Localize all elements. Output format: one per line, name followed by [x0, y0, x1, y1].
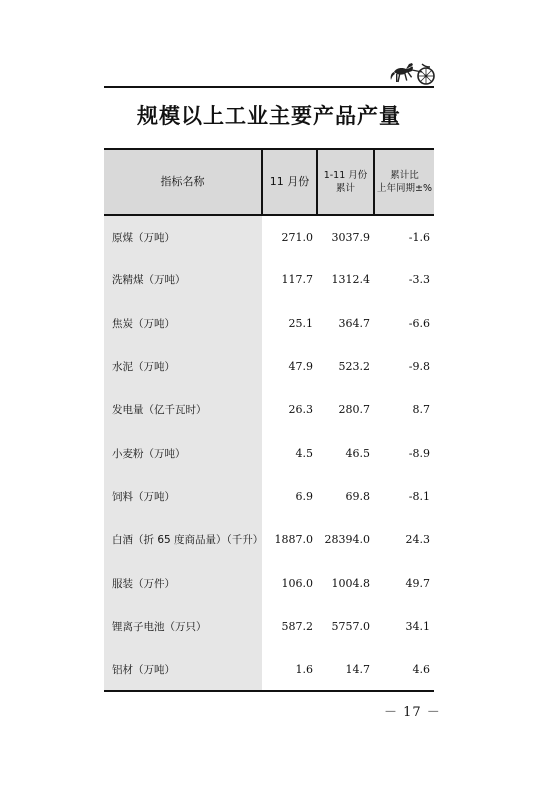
table-row: [104, 215, 434, 258]
row-month: 271.0: [281, 230, 313, 244]
table-row: [104, 388, 434, 431]
header-cumulative-line1: 1-11 月份: [323, 169, 368, 181]
row-name: 白酒（折 65 度商品量）（千升）: [104, 518, 262, 561]
row-cumulative: 28394.0: [324, 533, 370, 547]
table-row: [104, 518, 434, 561]
header-month: 11 月份: [262, 149, 317, 215]
row-yoy: 24.3: [405, 533, 430, 547]
row-name: 洗精煤（万吨）: [104, 258, 262, 301]
header-yoy-line2: 上年同期±%: [377, 183, 432, 194]
table-header-row: [104, 149, 434, 215]
row-month: 1887.0: [274, 533, 313, 547]
row-cumulative: 364.7: [338, 316, 370, 330]
row-yoy: -8.9: [408, 446, 430, 460]
row-cumulative: 14.7: [317, 648, 374, 691]
page-title: 规模以上工业主要产品产量: [137, 104, 401, 128]
row-cumulative: 46.5: [345, 446, 370, 460]
row-yoy: -9.8: [408, 360, 430, 374]
table-row: [104, 648, 434, 691]
row-month: 47.9: [288, 360, 313, 374]
row-cumulative: 1312.4: [331, 273, 370, 287]
row-yoy: 4.6: [374, 648, 434, 691]
header-cumulative: [317, 149, 374, 215]
row-month: 6.9: [295, 489, 313, 503]
production-table: [104, 148, 434, 692]
header-rule: [104, 86, 434, 88]
row-cumulative: 3037.9: [331, 230, 370, 244]
row-name: 饲料（万吨）: [104, 475, 262, 518]
page-number: － 17 －: [384, 705, 441, 720]
row-month: 25.1: [288, 316, 313, 330]
row-month: 106.0: [281, 576, 313, 590]
horse-carriage-logo: [386, 58, 436, 88]
row-month: 587.2: [281, 619, 313, 633]
table-row: [104, 302, 434, 345]
table-row: [104, 475, 434, 518]
row-yoy: -6.6: [408, 316, 430, 330]
table-row: [104, 561, 434, 604]
header-yoy-line1: 累计比: [390, 169, 419, 181]
row-name: 铝材（万吨）: [104, 648, 262, 691]
row-month: 1.6: [262, 648, 317, 691]
row-name: 服装（万件）: [104, 561, 262, 604]
row-yoy: 49.7: [405, 576, 430, 590]
row-name: 焦炭（万吨）: [104, 302, 262, 345]
row-month: 4.5: [295, 446, 313, 460]
row-yoy: -3.3: [408, 273, 430, 287]
row-name: 小麦粉（万吨）: [104, 431, 262, 474]
row-name: 水泥（万吨）: [104, 345, 262, 388]
row-yoy: 34.1: [405, 619, 430, 633]
table-row: [104, 431, 434, 474]
header-cumulative-line2: 累计: [335, 183, 355, 194]
row-cumulative: 69.8: [345, 489, 370, 503]
row-yoy: 8.7: [412, 403, 430, 417]
row-month: 117.7: [281, 273, 313, 287]
header-yoy: [374, 149, 434, 215]
row-cumulative: 5757.0: [331, 619, 370, 633]
row-name: 发电量（亿千瓦时）: [104, 388, 262, 431]
row-name: 锂离子电池（万只）: [104, 605, 262, 648]
header-indicator-name: 指标名称: [104, 149, 262, 215]
row-yoy: -8.1: [408, 489, 430, 503]
row-cumulative: 1004.8: [331, 576, 370, 590]
row-yoy: -1.6: [408, 230, 430, 244]
table-row: [104, 345, 434, 388]
row-name: 原煤（万吨）: [104, 215, 262, 258]
row-month: 26.3: [288, 403, 313, 417]
row-cumulative: 523.2: [338, 360, 370, 374]
table-row: [104, 605, 434, 648]
row-cumulative: 280.7: [338, 403, 370, 417]
table-row: [104, 258, 434, 301]
